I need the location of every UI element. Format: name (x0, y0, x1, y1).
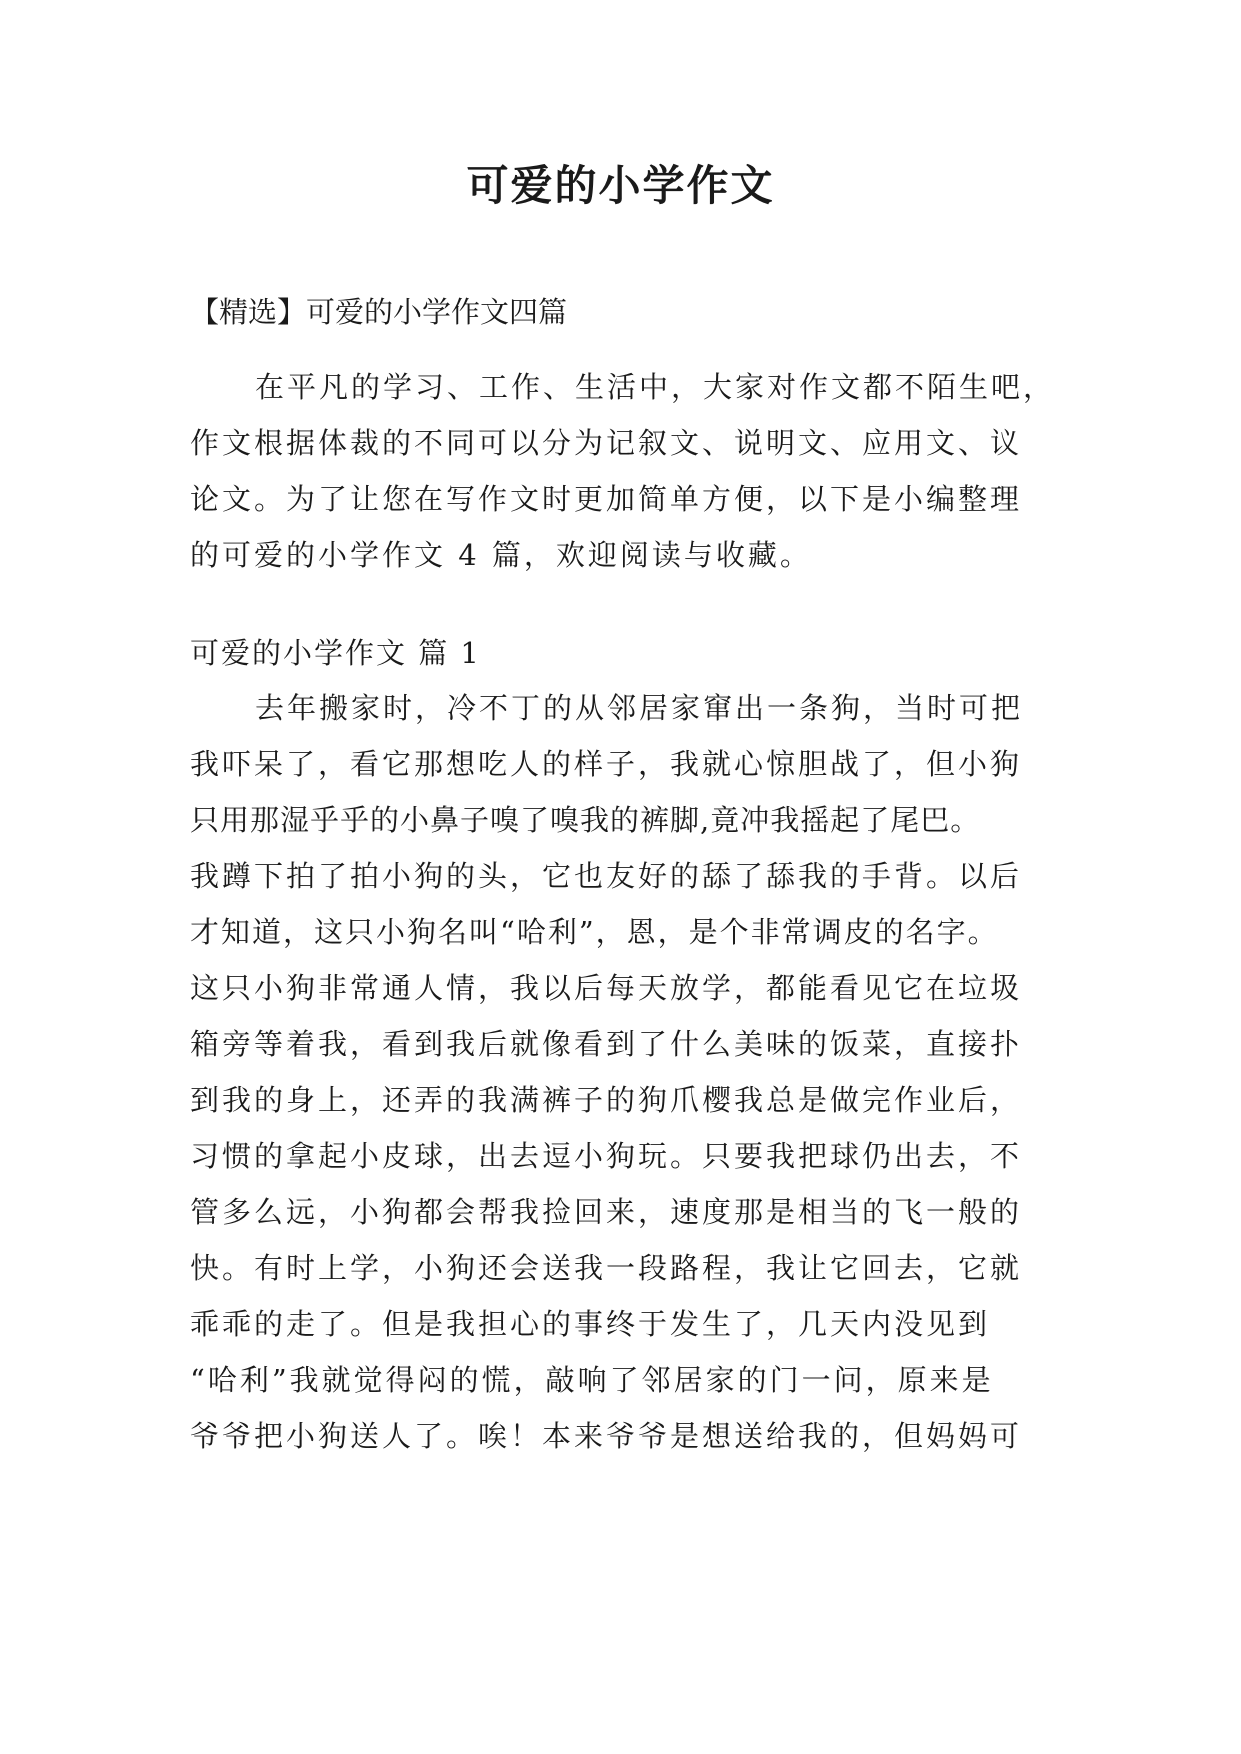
essay-line: 才知道，这只小狗名叫“哈利”，恩，是个非常调皮的名字。 (190, 915, 999, 949)
essay-line: 只用那湿乎乎的小鼻子嗅了嗅我的裤脚,竟冲我摇起了尾巴。 (190, 803, 981, 837)
essay-line: 快。有时上学，小狗还会送我一段路程，我让它回去，它就 (190, 1251, 1023, 1285)
essay-line: 爷爷把小狗送人了。唉！本来爷爷是想送给我的，但妈妈可 (190, 1419, 1023, 1453)
essay-line: 到我的身上，还弄的我满裤子的狗爪樱我总是做完作业后， (190, 1083, 1023, 1117)
essay-line: 习惯的拿起小皮球，出去逗小狗玩。只要我把球仍出去，不 (190, 1139, 1023, 1173)
intro-line: 的可爱的小学作文 4 篇，欢迎阅读与收藏。 (190, 538, 812, 572)
essay-line: “哈利”我就觉得闷的慌，敲响了邻居家的门一问，原来是 (190, 1363, 994, 1397)
document-title: 可爱的小学作文 (466, 161, 775, 210)
section-heading: 可爱的小学作文 篇 1 (190, 636, 481, 670)
essay-line: 乖乖的走了。但是我担心的事终于发生了，几天内没见到 (190, 1307, 991, 1341)
essay-line: 箱旁等着我，看到我后就像看到了什么美味的饭菜，直接扑 (190, 1027, 1023, 1061)
essay-line: 去年搬家时，冷不丁的从邻居家窜出一条狗，当时可把 (255, 691, 1024, 725)
document-subtitle: 【精选】可爱的小学作文四篇 (190, 295, 568, 329)
intro-line: 论文。为了让您在写作文时更加简单方便，以下是小编整理 (190, 482, 1023, 516)
essay-line: 这只小狗非常通人情，我以后每天放学，都能看见它在垃圾 (190, 971, 1023, 1005)
intro-line: 作文根据体裁的不同可以分为记叙文、说明文、应用文、议 (190, 426, 1023, 460)
essay-line: 管多么远，小狗都会帮我捡回来，速度那是相当的飞一般的 (190, 1195, 1023, 1229)
intro-line: 在平凡的学习、工作、生活中，大家对作文都不陌生吧， (255, 370, 1056, 404)
essay-line: 我吓呆了，看它那想吃人的样子，我就心惊胆战了，但小狗 (190, 747, 1023, 781)
essay-line: 我蹲下拍了拍小狗的头，它也友好的舔了舔我的手背。以后 (190, 859, 1023, 893)
